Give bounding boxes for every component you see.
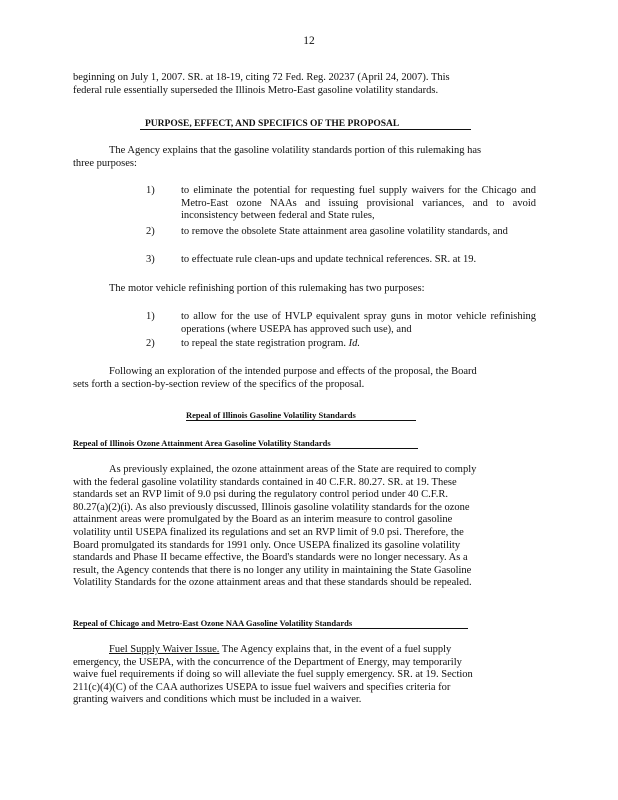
fuel-line: waive fuel requirements if doing so will alleviate the fuel supply emergency. SR. at 19. Section <box>73 669 473 681</box>
subheading-underline <box>73 628 468 629</box>
previously-line: 80.27(a)(2)(i). As also previously discussed, Illinois gasoline volatility standards for the ozone <box>73 501 470 513</box>
motor-paragraph: The motor vehicle refinishing portion of this rulemaking has two purposes: <box>109 283 425 294</box>
previously-line: standards and Phase II became effective, the Board's standards were no longer necessary. As a <box>73 552 468 564</box>
intro-line: federal rule essentially superseded the Illinois Metro-East gasoline volatility standards. <box>73 84 439 96</box>
motor-purpose-number: 2) <box>146 338 155 349</box>
purpose-number: 1) <box>146 185 155 196</box>
agency-line: three purposes: <box>73 157 137 169</box>
motor-purpose-text-wrap <box>181 338 536 351</box>
subheading-repeal-attainment: Repeal of Illinois Ozone Attainment Area Gasoline Volatility Standards <box>73 438 331 448</box>
following-line: sets forth a section-by-section review of the specifics of the proposal. <box>73 378 365 390</box>
following-line: Following an exploration of the intended purpose and effects of the proposal, the Board <box>109 366 477 377</box>
previously-line: Board promulgated its standards for 1991 only. Once USEPA finalized its gasoline volatility <box>73 539 461 551</box>
purpose-number: 3) <box>146 254 155 265</box>
purpose-text: to effectuate rule clean-ups and update technical references. SR. at 19. <box>181 254 477 265</box>
subheading-underline <box>186 420 416 421</box>
purpose-text: to eliminate the potential for requesting fuel supply waivers for the Chicago and Metro-East ozone NAAs and issuing provisional variances, and to avoid inconsistency between federal and State rules, <box>181 185 536 222</box>
previously-line: standards set an RVP limit of 9.0 psi during the regulatory control period under 40 C.F.R. <box>73 489 449 501</box>
motor-purpose-number: 1) <box>146 311 155 322</box>
previously-line: As previously explained, the ozone attainment areas of the State are required to comply <box>109 464 477 475</box>
fuel-line <box>73 644 535 657</box>
purpose-text: to remove the obsolete State attainment area gasoline volatility standards, and <box>181 226 508 237</box>
heading-underline <box>140 129 471 130</box>
subheading-repeal-chicago: Repeal of Chicago and Metro-East Ozone NAA Gasoline Volatility Standards <box>73 618 353 628</box>
fuel-line: emergency, the USEPA, with the concurrence of the Department of Energy, may temporarily <box>73 656 462 668</box>
previously-line: with the federal gasoline volatility standards contained in 40 C.F.R. 80.27. SR. at 19. These <box>73 476 457 488</box>
previously-line: volatility until USEPA finalized its regulations and set an RVP limit of 9.0 psi. Therefore, the <box>73 526 464 538</box>
agency-line: The Agency explains that the gasoline volatility standards portion of this rulemaking has <box>109 145 482 156</box>
fuel-line-text: The Agency explains that, in the event of a fuel supply <box>219 644 452 655</box>
citation-id: Id. <box>348 338 361 349</box>
motor-purpose-text: to allow for the use of HVLP equivalent spray guns in motor vehicle refinishing operations (where USEPA has approved such use), and <box>181 311 536 335</box>
intro-paragraph <box>73 72 535 97</box>
fuel-waiver-heading: Fuel Supply Waiver Issue. <box>109 644 220 655</box>
previously-line: attainment areas were promulgated by the Board as an interim measure to control gasoline <box>73 514 453 526</box>
previously-line: result, the Agency contends that there is no longer any utility in maintaining the State Gasoline <box>73 564 472 576</box>
page-number: 12 <box>303 35 315 47</box>
agency-paragraph <box>73 145 535 170</box>
intro-line: beginning on July 1, 2007. SR. at 18-19, citing 72 Fed. Reg. 20237 (April 24, 2007). This <box>73 72 450 83</box>
following-paragraph <box>73 366 535 391</box>
previously-paragraph <box>73 464 535 590</box>
motor-purpose-text: to repeal the state registration program. <box>181 338 347 349</box>
subheading-underline <box>73 448 418 449</box>
section-heading-text: PURPOSE, EFFECT, AND SPECIFICS OF THE PROPOSAL <box>145 119 400 129</box>
fuel-paragraph <box>73 644 535 707</box>
subheading-repeal-illinois: Repeal of Illinois Gasoline Volatility Standards <box>186 410 356 420</box>
previously-line: Volatility Standards for the ozone attainment areas and that these standards should be repealed. <box>73 577 472 589</box>
fuel-line: 211(c)(4)(C) of the CAA authorizes USEPA to issue fuel waivers and specifies criteria for <box>73 681 451 693</box>
purpose-number: 2) <box>146 226 155 237</box>
fuel-line: granting waivers and conditions which must be included in a waiver. <box>73 694 362 706</box>
